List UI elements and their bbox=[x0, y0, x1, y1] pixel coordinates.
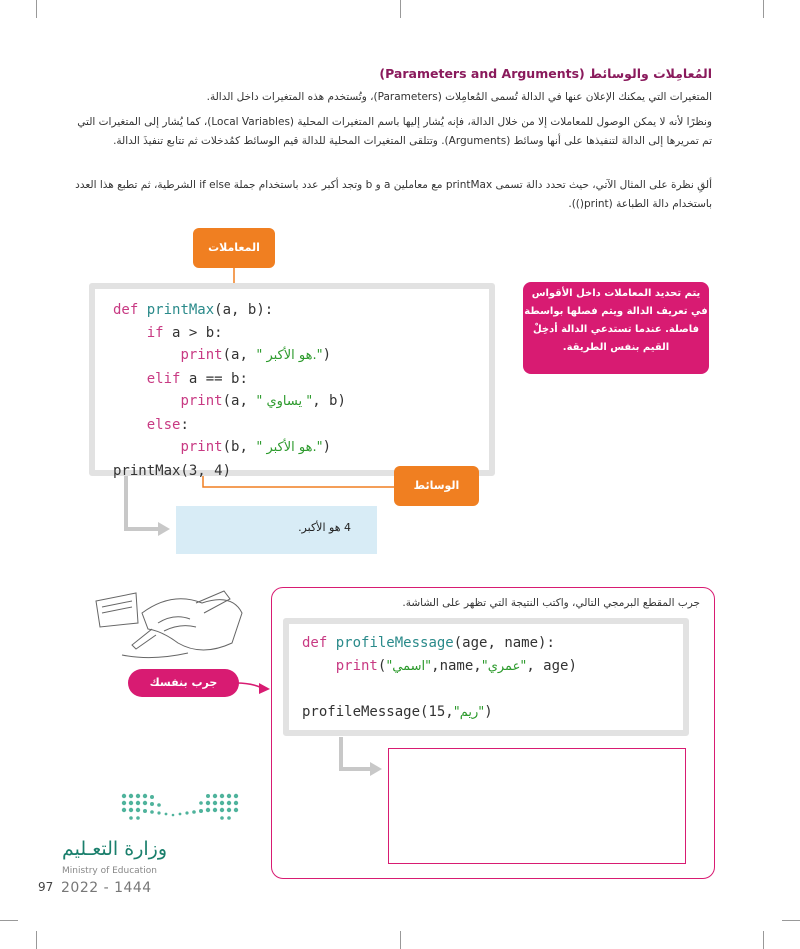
code-example-profilemessage bbox=[283, 618, 689, 736]
code-block: def profileMessage(age, name): print("اسمي",name,"عمري", age) profileMessage(15,"ريم") bbox=[302, 635, 577, 720]
ministry-logo-icon bbox=[118, 790, 244, 828]
parameters-note: يتم تحديد المعاملات داخل الأقواس في تعريف الدالة ويتم فصلها بواسطة فاصلة. عندما تستدعي الدالة أدخِلْ القيم بنفس الطريقة. bbox=[523, 282, 709, 374]
paragraph-parameters: المتغيرات التي يمكنك الإعلان عنها في الدالة تُسمى المُعامِلات (Parameters)، وتُستخدم هذه المتغيرات داخل الدالة. bbox=[206, 91, 712, 103]
paragraph-local-variables: ونظرًا لأنه لا يمكن الوصول للمعاملات إلا من خلال الدالة، فإنه يُشار إليها باسم المتغيرات المحلية (Local Variables)، كما يُشار إلى المتغيرات التي تم تمريرها إلى الدالة لتنفيذها على أنها وسائط (Arguments). وتتلقى المتغيرات المحلية للدالة قيم الوسائط كمُدخلات ثم تتابع تنفيذَ الدالة. bbox=[77, 116, 712, 147]
code-example-printmax bbox=[89, 283, 495, 479]
ministry-name-ar: وزارة التعـليم bbox=[62, 838, 168, 860]
ministry-name-en: Ministry of Education bbox=[62, 866, 157, 876]
arguments-tag: الوسائط bbox=[394, 466, 479, 506]
output-text: 4 هو الأكبر. bbox=[298, 521, 351, 534]
edition-year: 2022 - 1444 bbox=[61, 880, 152, 896]
page-number: 97 bbox=[38, 880, 54, 894]
output-box bbox=[176, 506, 377, 554]
pencil-hand-illustration bbox=[92, 583, 252, 673]
section-heading: المُعامِلات والوسائط (Parameters and Arguments) bbox=[379, 66, 712, 81]
try-yourself-button[interactable]: جرب بنفسك bbox=[128, 669, 239, 697]
parameters-tag: المعاملات bbox=[193, 228, 275, 268]
paragraph-example-intro: ألقِ نظرة على المثال الآتي، حيث تحدد دالة تسمى printMax مع معاملين a و b وتجد أكبر عدد باستخدام جملة if else الشرطية، ثم تطبع هذا العدد باستخدام دالة الطباعة (print()). bbox=[75, 179, 712, 210]
try-instruction: جرب المقطع البرمجي التالي، واكتب النتيجة التي تظهر على الشاشة. bbox=[402, 597, 700, 609]
code-block: def printMax(a, b): if a > b: print(a, " هو الأكبر.") elif a == b: print(a, " يساوي ", b) else: print(b, " هو الأكبر.") printMax(3, 4) bbox=[113, 302, 346, 479]
answer-box[interactable] bbox=[388, 748, 686, 864]
